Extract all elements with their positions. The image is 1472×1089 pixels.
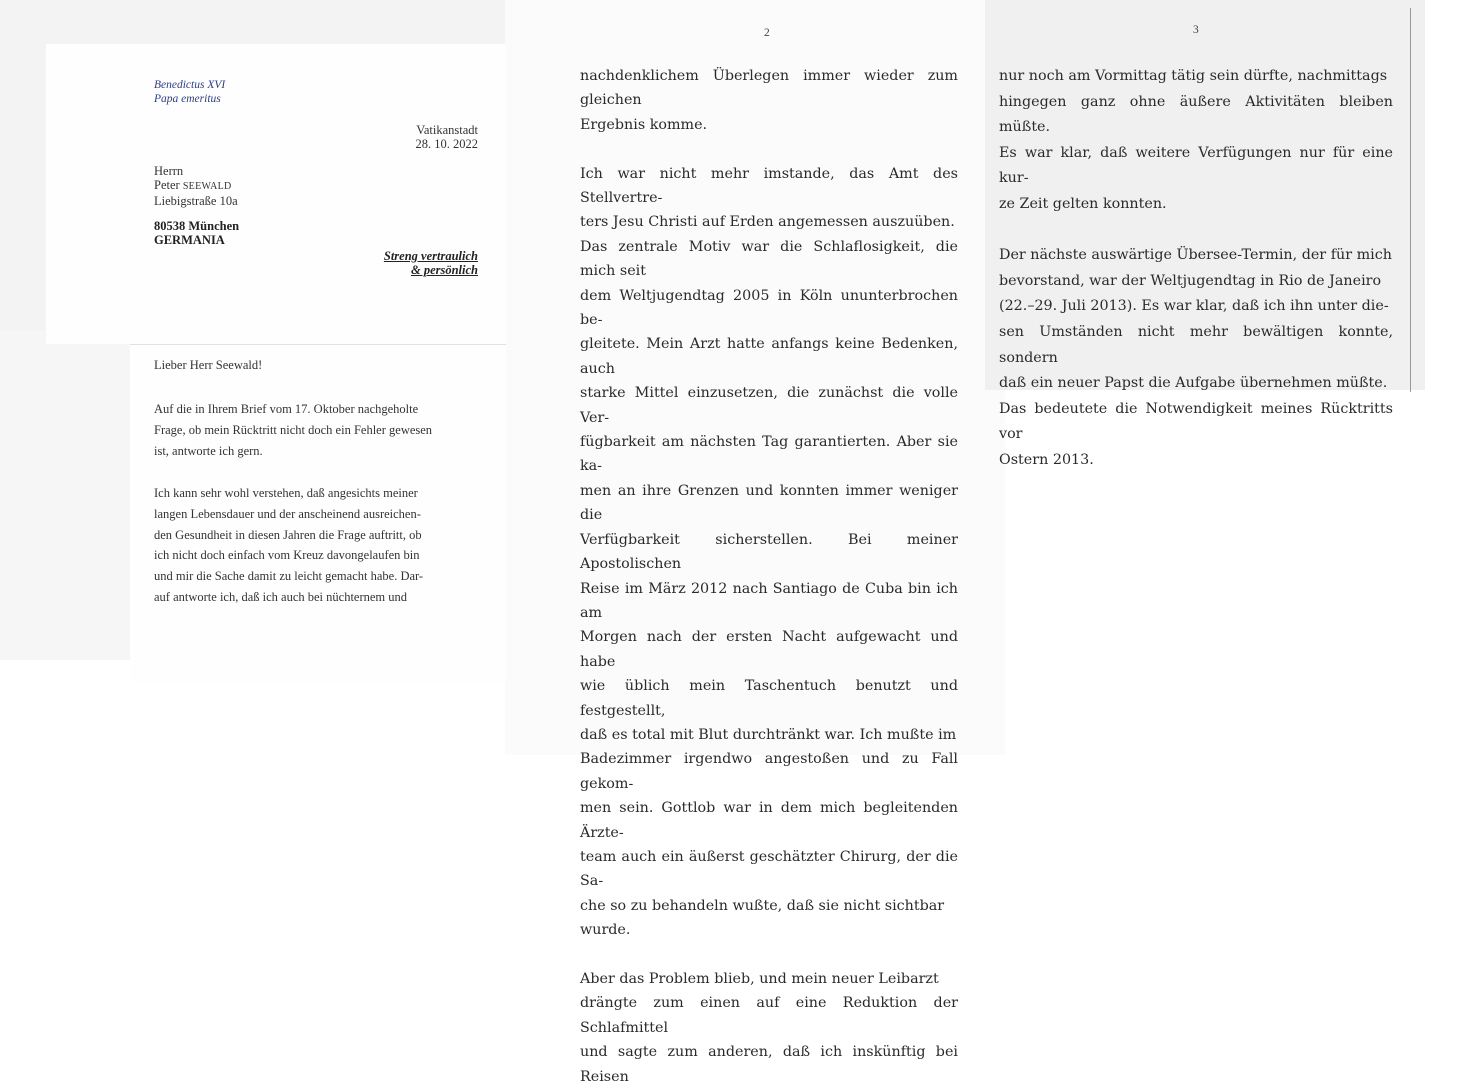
page-1-paragraph (154, 483, 478, 608)
paragraph (580, 967, 958, 1089)
text-line: sen Umständen nicht mehr bewältigen konnte, sondern (999, 323, 1393, 366)
text-line: Das bedeutete die Notwendigkeit meines Rücktritts vor (999, 400, 1393, 443)
page-edge-line (1410, 8, 1411, 392)
recipient-city-block (154, 219, 239, 247)
text-line: Verfügbarkeit sicherstellen. Bei meiner Apostolischen (580, 531, 958, 573)
text-line: wie üblich mein Taschentuch benutzt und festgestellt, (580, 678, 958, 719)
letterhead-line: Papa emeritus (154, 93, 221, 105)
text-line: fügbarkeit am nächsten Tag garantierten. Aber sie ka- (580, 434, 958, 475)
page-number: 2 (764, 27, 770, 39)
recipient-city: 80538 München (154, 219, 240, 233)
scan-background-strip (0, 330, 130, 660)
confidential-line: Streng vertraulich (383, 249, 478, 263)
recipient-name (154, 178, 238, 194)
text-line: nur noch am Vormittag tätig sein dürfte, nachmittags (999, 68, 1388, 84)
text-line: Auf die in Ihrem Brief vom 17. Oktober nachgeholte (154, 402, 419, 416)
text-line: ters Jesu Christi auf Erden angemessen auszuüben. (580, 214, 955, 231)
text-line: Der nächste auswärtige Übersee-Termin, der für mich (999, 247, 1392, 264)
text-line: ich nicht doch einfach vom Kreuz davongelaufen bin (154, 548, 420, 563)
text-line: team auch ein äußerst geschätzter Chirurg, der die Sa- (580, 848, 958, 890)
text-line: starke Mittel einzusetzen, die zunächst die volle Ver- (580, 385, 958, 426)
page-1-paragraph (154, 399, 478, 461)
page-3-text (999, 64, 1393, 474)
text-line: nachdenklichem Überlegen immer wieder zum gleichen (580, 68, 958, 109)
place: Vatikanstadt (416, 123, 478, 137)
text-line: und sagte zum anderen, daß ich inskünftig bei Reisen (580, 1044, 958, 1085)
page-1-fold-line (130, 344, 506, 345)
recipient-last-name: SEEWALD (182, 181, 232, 192)
letterhead-line: Benedictus XVI (154, 79, 226, 91)
recipient-first-name: Peter (154, 178, 183, 192)
text-line: Ostern 2013. (999, 451, 1094, 468)
paragraph (999, 243, 1393, 473)
text-line: auf antworte ich, daß ich auch bei nüchternem und (154, 589, 408, 604)
text-line: daß ein neuer Papst die Aufgabe übernehmen müßte. (999, 375, 1388, 392)
recipient-country: GERMANIA (154, 233, 225, 247)
text-line: wurde. (580, 922, 631, 939)
text-line: men sein. Gottlob war in dem mich begleitenden Ärzte- (580, 800, 958, 841)
page-number: 3 (1193, 24, 1199, 36)
confidential-note (384, 249, 478, 277)
recipient-address (154, 164, 238, 208)
text-line: langen Lebensdauer und der anscheinend ausreichen- (154, 506, 421, 521)
text-line: gleitete. Mein Arzt hatte anfangs keine Bedenken, auch (580, 336, 958, 377)
text-line: dem Weltjugendtag 2005 in Köln ununterbrochen be- (580, 287, 958, 329)
text-line: ist, antworte ich gern. (154, 443, 263, 458)
text-line: Ich kann sehr wohl verstehen, daß angesichts meiner (154, 486, 418, 500)
text-line: Ergebnis komme. (580, 116, 708, 133)
date: 28. 10. 2022 (415, 137, 478, 151)
text-line: ze Zeit gelten konnten. (999, 195, 1167, 212)
text-line: drängte zum einen auf eine Reduktion der Schlafmittel (580, 995, 958, 1036)
paragraph (580, 162, 958, 943)
address-salutation: Herrn (154, 164, 184, 178)
text-line: bevorstand, war der Weltjugendtag in Rio de Janeiro (999, 272, 1382, 289)
text-line: che so zu behandeln wußte, daß sie nicht sichtbar (580, 897, 945, 914)
text-line: Badezimmer irgendwo angestoßen und zu Fall gekom- (580, 751, 958, 792)
text-line: daß es total mit Blut durchtränkt war. Ich mußte im (580, 726, 957, 743)
text-line: Frage, ob mein Rücktritt nicht doch ein Fehler gewesen (154, 422, 433, 437)
place-date (416, 123, 479, 151)
text-line: men an ihre Grenzen und konnten immer weniger die (580, 482, 958, 524)
text-line: Reise im März 2012 nach Santiago de Cuba bin ich am (580, 580, 958, 621)
text-line: (22.–29. Juli 2013). Es war klar, daß ich ihn unter die- (999, 298, 1389, 315)
paragraph (580, 64, 958, 137)
text-line: Es war klar, daß weitere Verfügungen nur für eine kur- (999, 144, 1393, 187)
paragraph (999, 64, 1393, 218)
text-line: Morgen nach der ersten Nacht aufgewacht und habe (580, 629, 958, 670)
text-line: Ich war nicht mehr imstande, das Amt des Stellvertre- (580, 165, 958, 207)
recipient-street: Liebigstraße 10a (154, 194, 238, 208)
greeting: Lieber Herr Seewald! (154, 358, 263, 372)
letterhead (154, 78, 225, 106)
text-line: und mir die Sache damit zu leicht gemacht habe. Dar- (154, 569, 424, 584)
confidential-line: & persönlich (410, 263, 478, 277)
text-line: Das zentrale Motiv war die Schlaflosigkeit, die mich seit (580, 238, 958, 280)
text-line: hingegen ganz ohne äußere Aktivitäten bleiben müßte. (999, 93, 1393, 136)
text-line: Aber das Problem blieb, und mein neuer Leibarzt (580, 971, 939, 987)
text-line: den Gesundheit in diesen Jahren die Frage auftritt, ob (154, 527, 422, 542)
page-2-text (580, 64, 958, 1089)
